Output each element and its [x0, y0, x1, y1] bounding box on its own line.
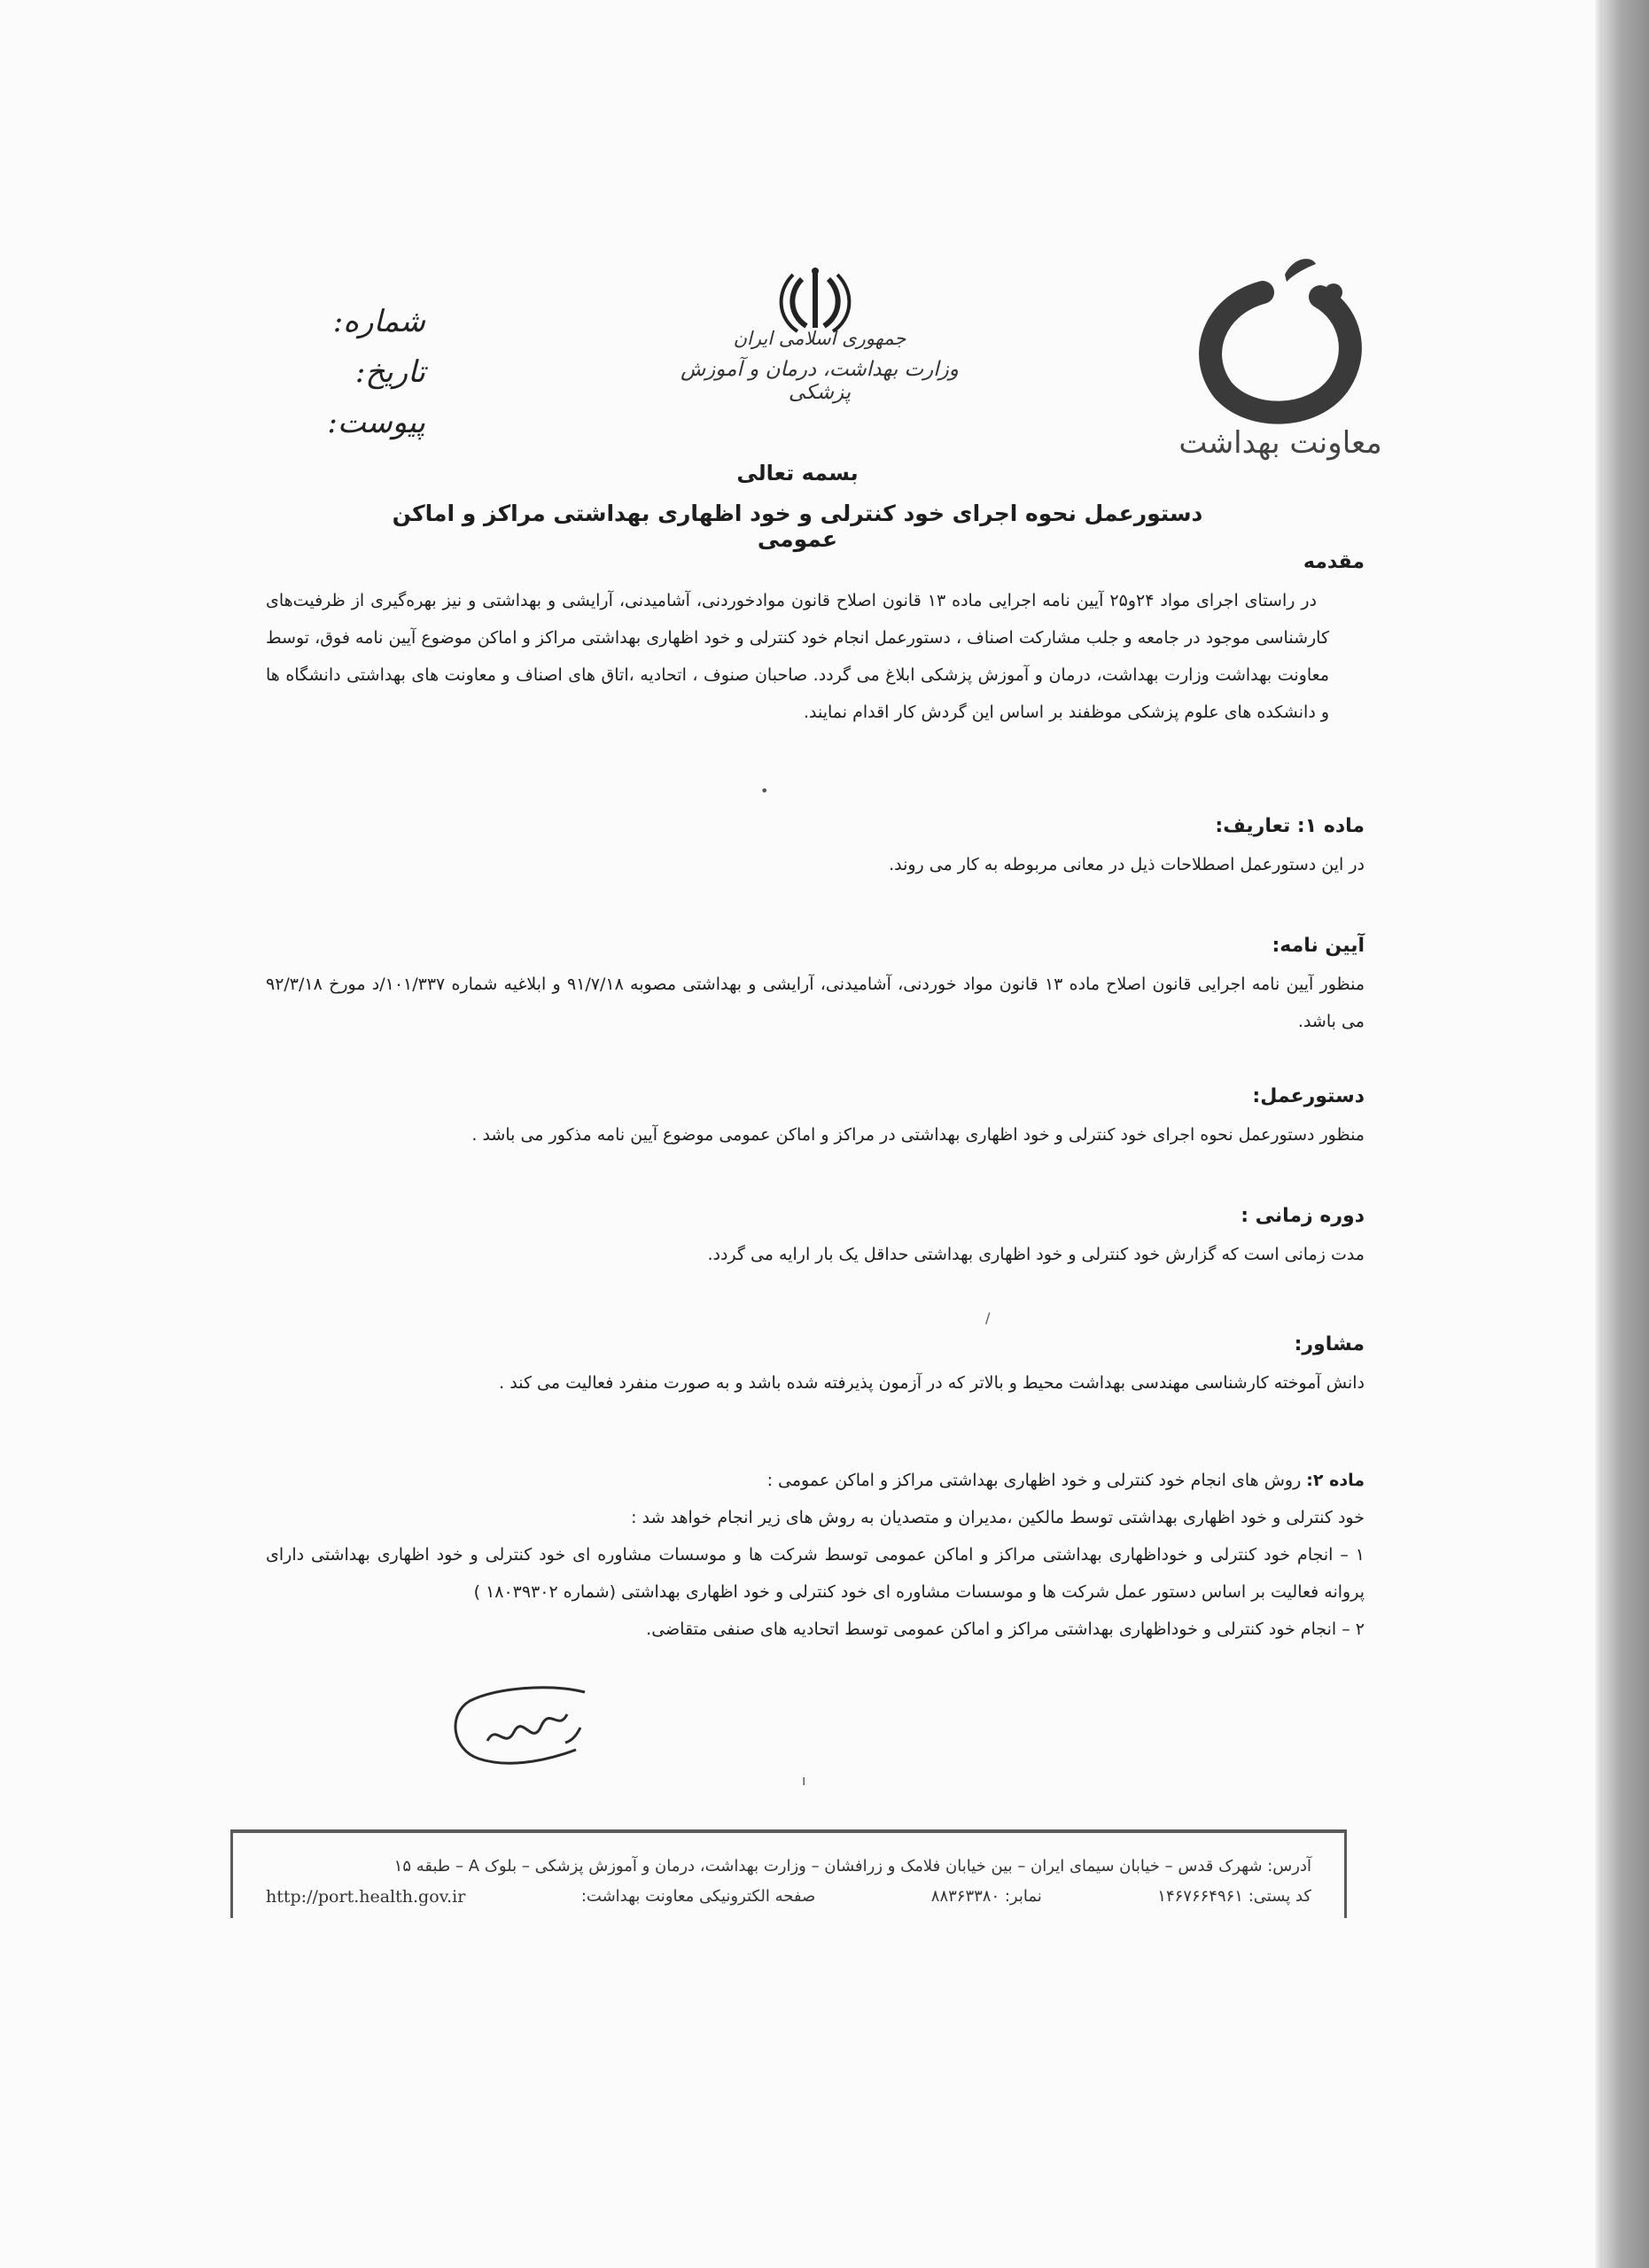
- national-emblem-icon: [753, 266, 877, 337]
- consultant-section: [266, 1333, 1365, 1402]
- pomegranate-logo-icon: [1178, 257, 1382, 425]
- deputy-health-label: معاونت بهداشت: [1178, 425, 1382, 461]
- article1-text: در این دستورعمل اصطلاحات ذیل در معانی مربوطه به کار می روند.: [889, 855, 1365, 874]
- article2-item2: ۲ – انجام خود کنترلی و خوداظهاری بهداشتی مراکز و اماکن عمومی توسط اتحادیه های صنفی متقاضی.: [646, 1619, 1365, 1639]
- regulation-text: منظور آیین نامه اجرایی قانون اصلاح ماده ۱۳ قانون مواد خوردنی، آشامیدنی، آرایشی و بهداشتی مصوبه ۹۱/۷/۱۸ و ابلاغیه شماره ۱۰۱/۳۳۷/د مورخ ۹۲/۳/۱۸ می باشد.: [266, 975, 1365, 1031]
- document-title: دستورعمل نحوه اجرای خود کنترلی و خود اظهاری بهداشتی مراکز و اماکن عمومی: [392, 501, 1203, 552]
- article1-section: [266, 815, 1365, 883]
- deputy-health-logo: [1178, 257, 1382, 470]
- intro-text: در راستای اجرای مواد ۲۴و۲۵ آیین نامه اجرایی ماده ۱۳ قانون اصلاح قانون موادخوردنی، آشامیدنی، آرایشی و بهداشتی و نیز بهره‌گیری از ظرفیت‌های کارشناسی موجود در جامعه و جلب مشارکت اصناف ، دستورعمل انجام خود کنترلی و خود اظهاری بهداشتی مراکز و اماکن موضوع آیین نامه فوق، توسط معاونت بهداشت وزارت بهداشت، درمان و آموزش پزشکی ابلاغ می گردد. صاحبان صنوف ، اتحادیه ،اتاق های اصناف و معاونت های بهداشتی دانشگاه ها و دانشکده های علوم پزشکی موظفند بر اساس این گردش کار اقدام نمایند.: [266, 591, 1329, 722]
- consultant-text: دانش آموخته کارشناسی مهندسی بهداشت محیط و بالاتر که در آزمون پذیرفته شده باشد و به صورت منفرد فعالیت می کند .: [499, 1373, 1365, 1393]
- scan-speck: ı: [802, 1772, 806, 1789]
- footer-rule-right: [1344, 1829, 1347, 1918]
- ministry-country: جمهوری اسلامی ایران: [733, 328, 906, 349]
- number-label: شماره:: [332, 304, 425, 339]
- article2-lead: خود کنترلی و خود اظهاری بهداشتی توسط مالکین ،مدیران و متصدیان به روش های زیر انجام خواهد شد :: [631, 1508, 1365, 1527]
- footer-contact-row: [266, 1882, 1311, 1912]
- article2-heading: ماده ۲:: [1306, 1471, 1365, 1490]
- regulation-section: [266, 935, 1365, 1040]
- article2-heading-rest: روش های انجام خود کنترلی و خود اظهاری بهداشتی مراکز و اماکن عمومی :: [766, 1471, 1307, 1490]
- scan-speck: /: [985, 1309, 991, 1326]
- intro-heading: مقدمه: [1303, 551, 1365, 573]
- footer-site-label: صفحه الکترونیکی معاونت بهداشت:: [580, 1887, 816, 1906]
- letter-meta: [310, 297, 425, 448]
- footer-fax: نمابر: ۸۸۳۶۳۳۸۰: [930, 1887, 1042, 1906]
- consultant-heading: مشاور:: [1294, 1333, 1365, 1355]
- period-heading: دوره زمانی :: [1241, 1205, 1365, 1227]
- article2-heading-line: [266, 1462, 1365, 1499]
- bismillah: بسمه تعالی: [736, 461, 859, 485]
- scan-edge: [1602, 0, 1649, 2268]
- ministry-header: [651, 328, 988, 404]
- instruction-section: [266, 1085, 1365, 1153]
- period-text: مدت زمانی است که گزارش خود کنترلی و خود اظهاری بهداشتی حداقل یک بار ارایه می گردد.: [707, 1245, 1365, 1264]
- footer-rule-left: [230, 1829, 233, 1918]
- article2-section: [266, 1462, 1365, 1648]
- regulation-heading: آیین نامه:: [1272, 935, 1365, 957]
- footer-address: آدرس: شهرک قدس – خیابان سیمای ایران – بین خیابان فلامک و زرافشان – وزارت بهداشت، درمان و آموزش پزشکی – بلوک A – طبقه ۱۵: [393, 1857, 1311, 1876]
- intro-section: [266, 551, 1365, 731]
- period-section: [266, 1205, 1365, 1273]
- handwritten-signature: [443, 1679, 594, 1785]
- footer-url: http://port.health.gov.ir: [266, 1887, 466, 1907]
- footer-postal: کد پستی: ۱۴۶۷۶۶۴۹۶۱: [1157, 1887, 1311, 1906]
- instruction-text: منظور دستورعمل نحوه اجرای خود کنترلی و خود اظهاری بهداشتی در مراکز و اماکن عمومی موضوع آیین نامه مذکور می باشد .: [471, 1125, 1365, 1145]
- date-label: تاریخ:: [354, 354, 425, 390]
- ministry-name: وزارت بهداشت، درمان و آموزش پزشکی: [681, 358, 959, 404]
- article2-item1: ۱ – انجام خود کنترلی و خوداظهاری بهداشتی مراکز و اماکن عمومی توسط شرکت ها و موسسات مشاوره ای خود کنترلی و خود اظهاری بهداشتی دارای پروانه فعالیت بر اساس دستور عمل شرکت ها و موسسات مشاوره ای خود کنترلی و خود اظهاری بهداشتی (شماره ۱۸۰۳۹۳۰۲ ): [266, 1545, 1365, 1602]
- instruction-heading: دستورعمل:: [1252, 1085, 1365, 1107]
- article1-heading: ماده ۱: تعاریف:: [1215, 815, 1365, 837]
- attachment-label: پیوست:: [327, 405, 425, 440]
- scan-edge-highlight: [1595, 0, 1602, 2268]
- footer: [266, 1852, 1311, 1912]
- scan-speck: •: [760, 782, 769, 799]
- footer-rule: [230, 1829, 1347, 1833]
